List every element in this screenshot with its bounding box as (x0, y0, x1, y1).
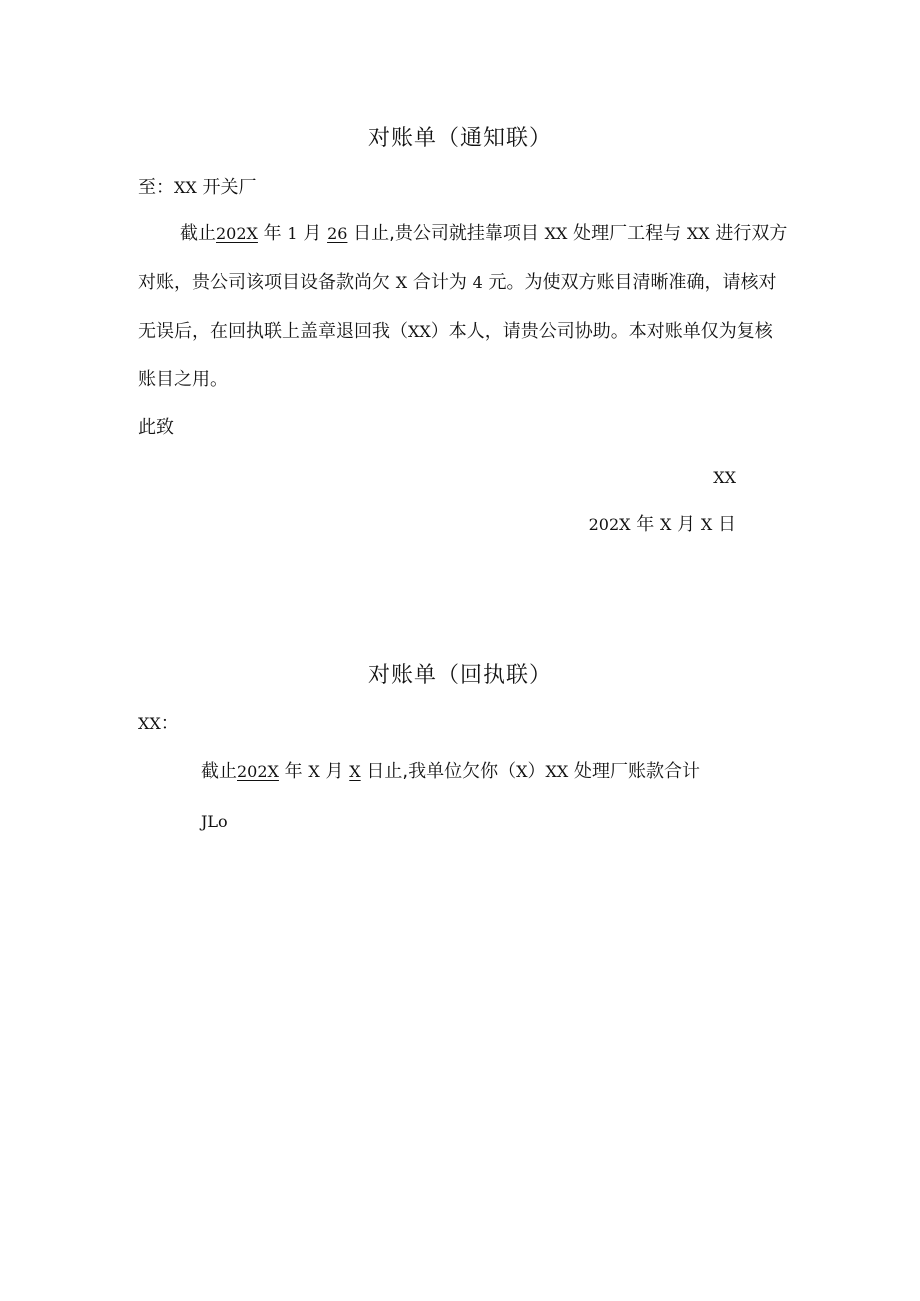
receipt-footer-text: JLo (201, 812, 228, 831)
text-segment: 处理厂账款合计 (574, 761, 701, 782)
party-name: XX (686, 224, 710, 243)
receipt-paragraph (201, 759, 700, 785)
text-segment: ） (527, 761, 546, 782)
text-segment: 年 (636, 514, 655, 535)
project-name: XX (544, 224, 568, 243)
sign-year: 202X (588, 515, 631, 534)
text-segment: ）本人，请贵公司协助。本对账单仅为复核 (430, 321, 773, 342)
text-segment: 月 (677, 514, 696, 535)
text-segment: 合计为 (412, 272, 467, 293)
date-month: X (308, 762, 320, 781)
notice-paragraph-line-4: 账目之用。 (138, 369, 228, 390)
text-segment: 对账，贵公司该项目设备款尚欠 (138, 272, 390, 293)
receipt-recipient (138, 711, 179, 737)
text-segment: 日 (718, 514, 736, 535)
notice-paragraph-line-1 (180, 221, 787, 247)
plant-name: XX (545, 762, 569, 781)
notice-paragraph-line-3 (138, 319, 773, 345)
date-day: X (349, 762, 361, 781)
text-segment: 元。为使双方账目清晰准确，请核对 (488, 272, 777, 293)
date-year: 202X (237, 762, 279, 781)
text-segment: 年 (284, 761, 303, 782)
recipient-name: XX (174, 178, 197, 197)
text-segment: 无误后，在回执联上盖章退回我（ (138, 321, 408, 342)
amount-value: 4 (472, 273, 483, 292)
text-segment: 日止,贵公司就挂靠项目 (353, 223, 539, 244)
receipt-title: 对账单（回执联） (367, 663, 552, 688)
signature-date (560, 512, 736, 538)
text-segment: 月 (303, 223, 322, 244)
text-segment: ： (160, 713, 179, 734)
date-month: 1 (287, 224, 298, 243)
notice-title: 对账单（通知联） (367, 126, 552, 151)
sign-day: X (700, 515, 713, 534)
text-segment: 截止 (201, 761, 237, 782)
placeholder-x: X (516, 762, 528, 781)
notice-recipient (138, 175, 257, 201)
text-segment: 进行双方 (715, 223, 788, 244)
notice-paragraph-line-2 (138, 270, 777, 296)
text-segment: 处理厂工程与 (573, 223, 682, 244)
date-year: 202X (216, 224, 258, 243)
sign-month: X (660, 515, 672, 534)
closing-salutation: 此致 (138, 417, 174, 438)
person-name: XX (408, 322, 431, 341)
text-segment: 年 (263, 223, 282, 244)
placeholder-x: X (395, 273, 408, 292)
text-segment: 月 (325, 761, 344, 782)
date-day: 26 (327, 224, 348, 243)
recipient-prefix: 至： (138, 177, 174, 198)
recipient-suffix: 开关厂 (202, 177, 257, 198)
signature-name: XX (713, 468, 736, 487)
text-segment: 截止 (180, 223, 216, 244)
recipient-name: XX (138, 714, 161, 733)
text-segment: 日止,我单位欠你（ (366, 761, 517, 782)
